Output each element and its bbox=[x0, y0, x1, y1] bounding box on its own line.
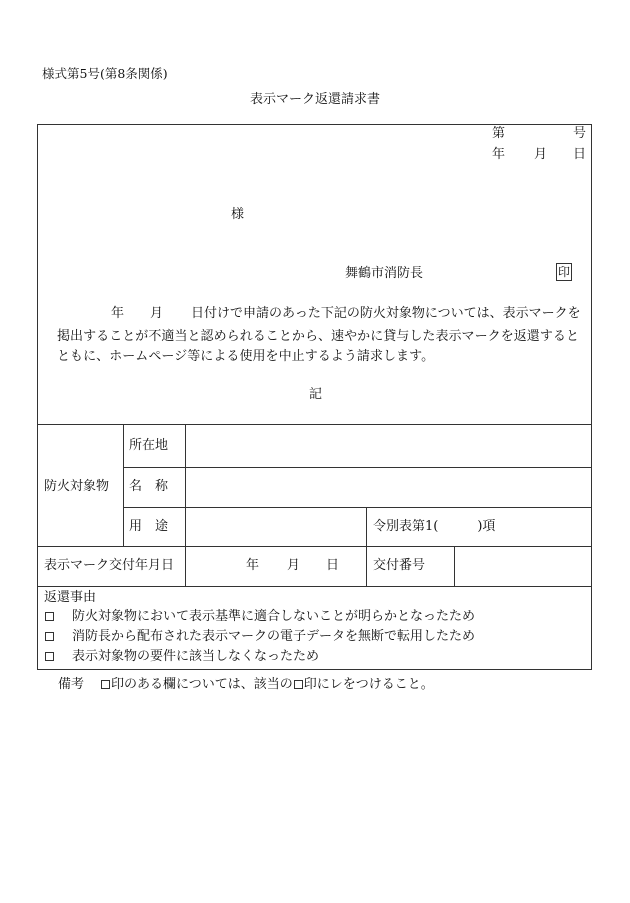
issue-date-label: 表示マーク交付年月日 bbox=[44, 558, 175, 573]
body-line-1: 日付けで申請のあった下記の防火対象物については、表示マークを bbox=[191, 306, 581, 321]
table-rule bbox=[185, 424, 186, 586]
note-label: 備考 bbox=[58, 677, 85, 692]
table-rule bbox=[37, 424, 592, 425]
checkbox-square-icon bbox=[294, 680, 303, 689]
doc-number-dai: 第 bbox=[492, 126, 506, 141]
reasons-title: 返還事由 bbox=[44, 590, 97, 605]
reason-label: 表示対象物の要件に該当しなくなったため bbox=[72, 649, 320, 664]
doc-number-go: 号 bbox=[573, 126, 587, 141]
note bbox=[58, 677, 434, 693]
body-month: 月 bbox=[150, 306, 164, 321]
note-text-post: 印にレをつけること。 bbox=[303, 677, 434, 692]
reason-checkbox[interactable] bbox=[45, 612, 54, 621]
document-title: 表示マーク返還請求書 bbox=[249, 92, 380, 107]
body-line-3: ともに、ホームページ等による使用を中止するよう請求します。 bbox=[57, 349, 435, 364]
issue-date-year: 年 bbox=[492, 147, 506, 162]
table-rule bbox=[366, 507, 367, 586]
fire-object-label: 防火対象物 bbox=[44, 479, 110, 494]
issue-date-day: 日 bbox=[573, 147, 587, 162]
reason-checkbox[interactable] bbox=[45, 652, 54, 661]
reason-label: 防火対象物において表示基準に適合しないことが明らかとなったため bbox=[72, 609, 476, 624]
address-label: 所在地 bbox=[129, 438, 169, 453]
table-rule bbox=[123, 424, 124, 546]
addressee-sama: 様 bbox=[231, 207, 245, 222]
table-rule bbox=[37, 546, 592, 547]
note-text-pre: 印のある欄については、該当の bbox=[111, 677, 293, 692]
seal-mark: 印 bbox=[557, 265, 570, 279]
table-rule bbox=[37, 586, 592, 587]
reason-label: 消防長から配布された表示マークの電子データを無断で転用したため bbox=[72, 629, 476, 644]
issuer-name: 舞鶴市消防長 bbox=[345, 266, 424, 281]
issue-date-day-cell: 日 bbox=[326, 558, 340, 573]
checkbox-square-icon bbox=[101, 680, 110, 689]
usage-class: 令別表第1( )項 bbox=[373, 519, 496, 534]
issue-number-label: 交付番号 bbox=[373, 558, 426, 573]
table-rule bbox=[123, 467, 592, 468]
form-number: 様式第5号(第8条関係) bbox=[42, 66, 168, 81]
issue-date-month-cell: 月 bbox=[287, 558, 301, 573]
usage-label: 用 途 bbox=[129, 519, 169, 534]
reason-checkbox[interactable] bbox=[45, 632, 54, 641]
table-rule bbox=[454, 546, 455, 586]
name-label: 名 称 bbox=[129, 479, 169, 494]
body-year: 年 bbox=[111, 306, 125, 321]
table-rule bbox=[123, 507, 592, 508]
issue-date-month: 月 bbox=[534, 147, 548, 162]
ki-heading: 記 bbox=[309, 387, 323, 402]
issue-date-year-cell: 年 bbox=[246, 558, 260, 573]
body-line-2: 掲出することが不適当と認められることから、速やかに貸与した表示マークを返還すると bbox=[57, 329, 580, 344]
